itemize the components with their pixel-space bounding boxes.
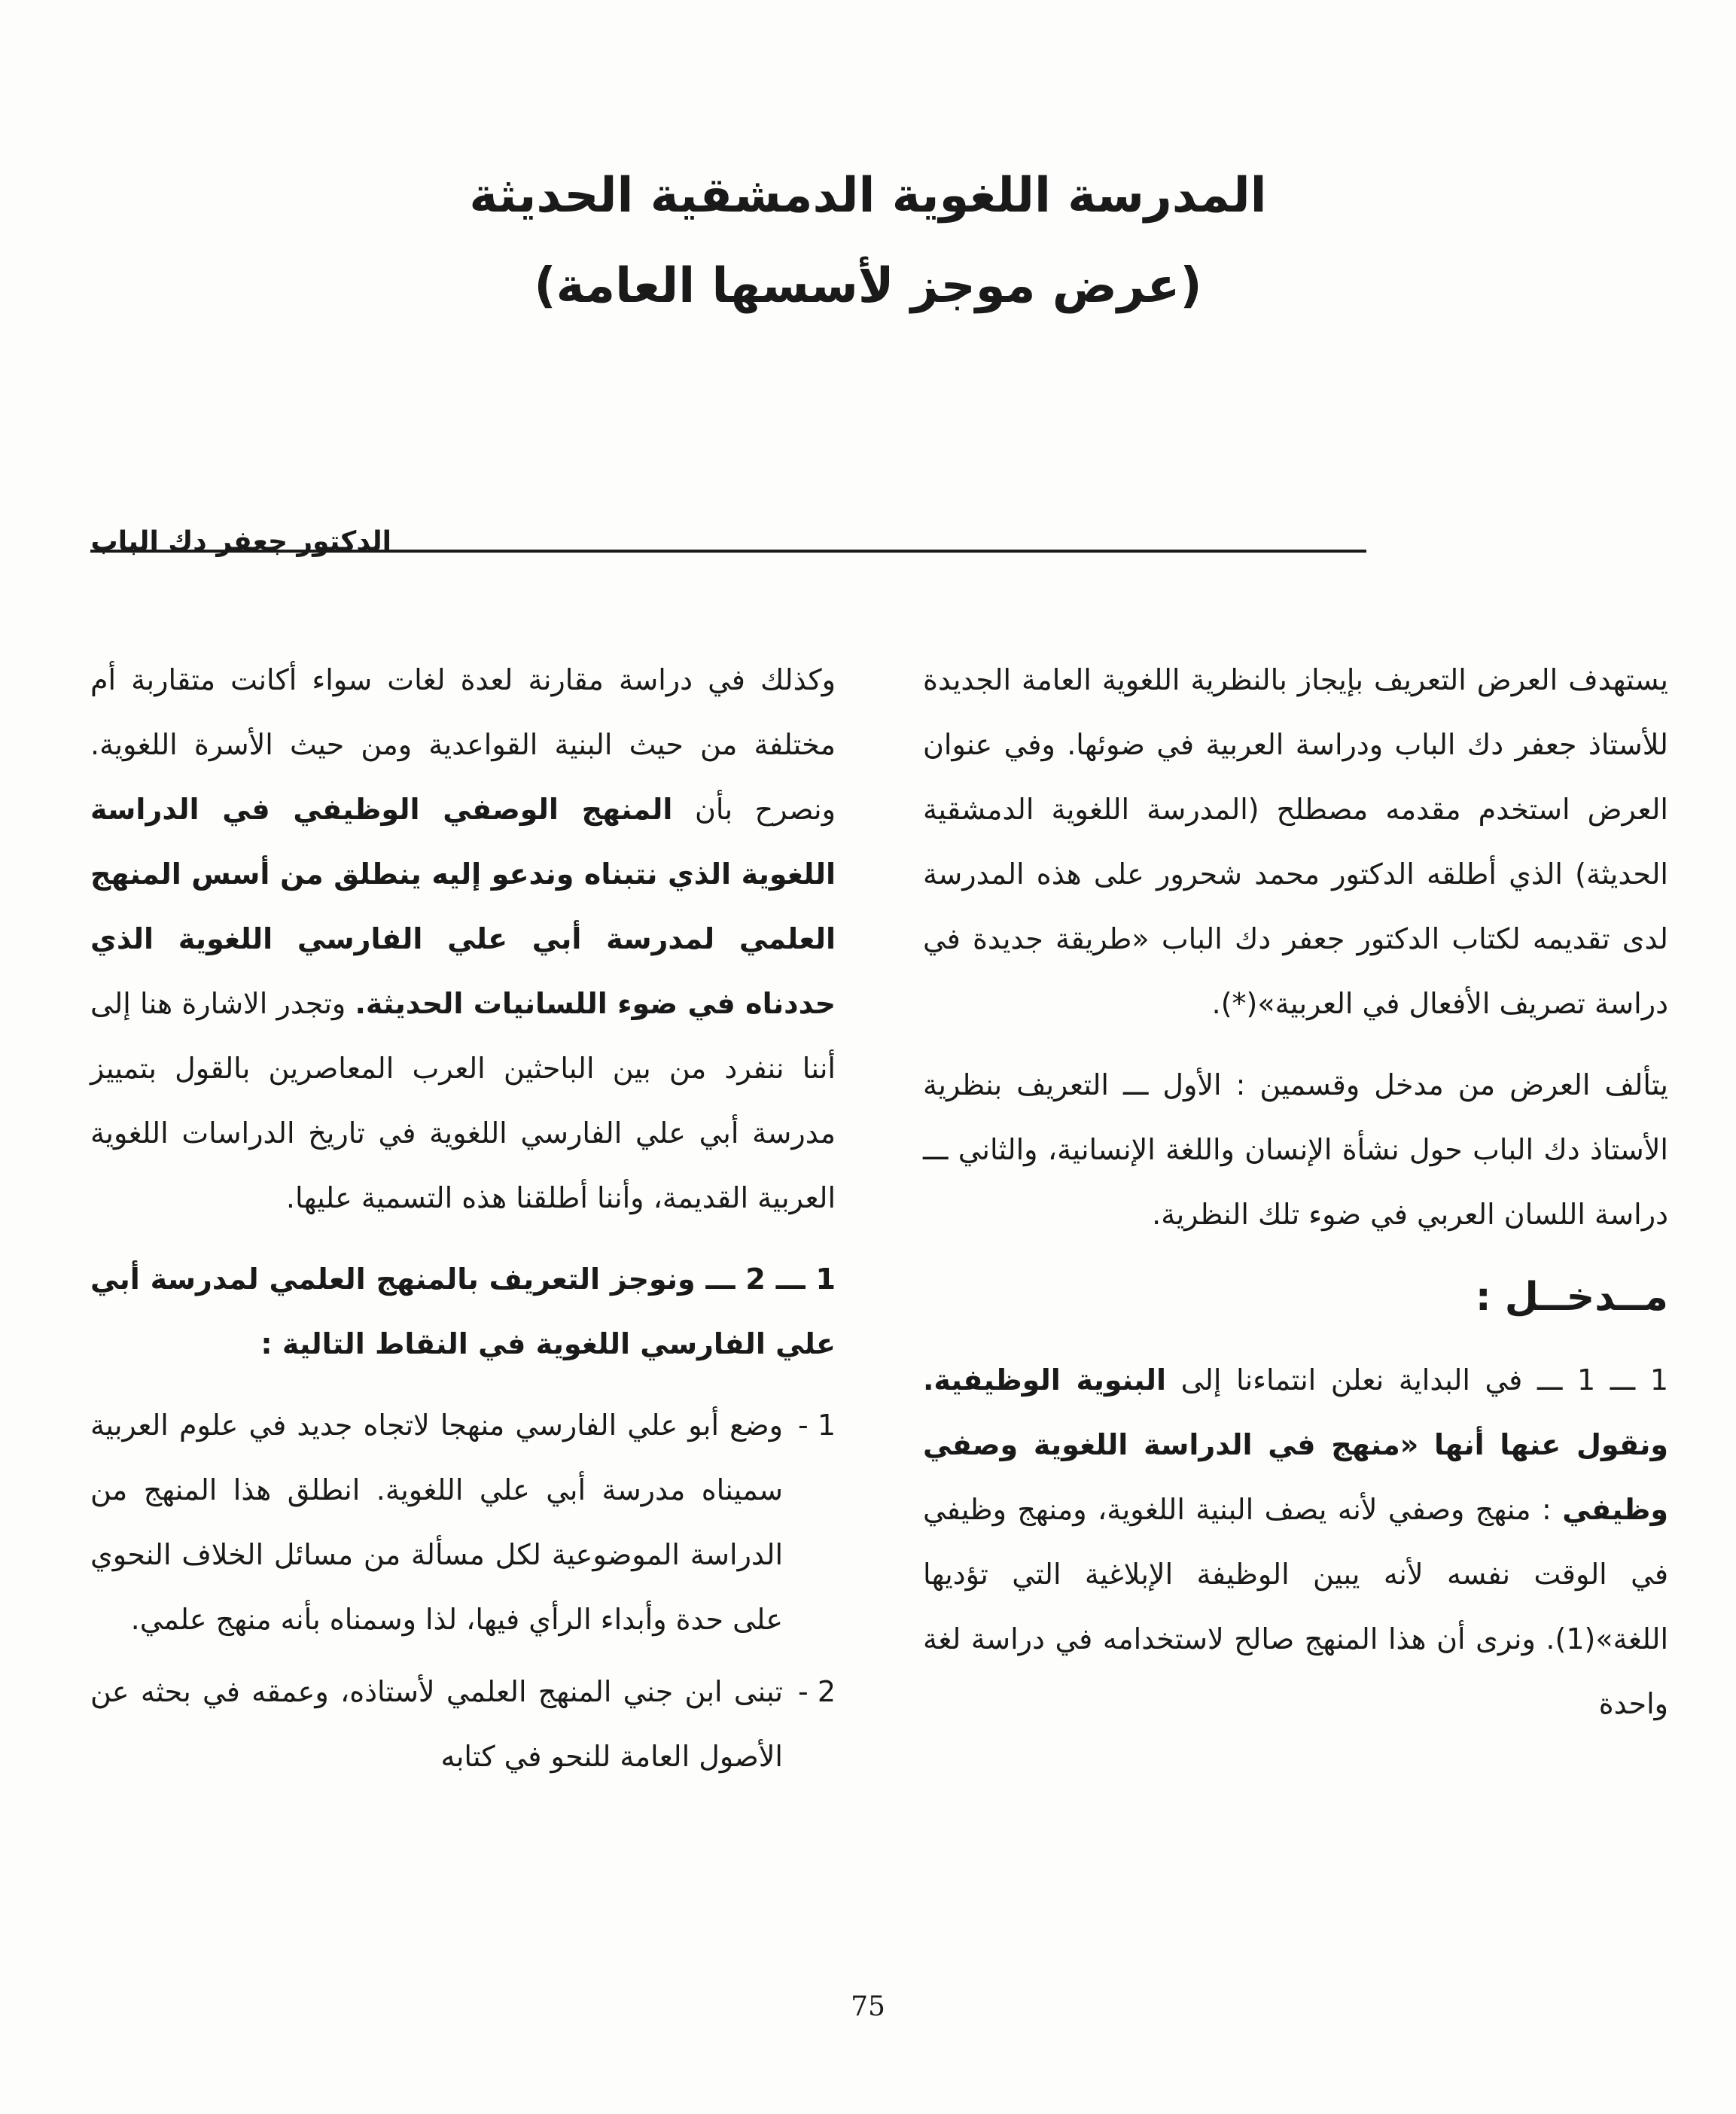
author-row xyxy=(90,519,1671,572)
list-item-number: 2 - xyxy=(798,1675,836,1708)
page-number: 75 xyxy=(851,1991,885,2022)
paragraph: يستهدف العرض التعريف بإيجاز بالنظرية اللغوية العامة الجديدة للأستاذ جعفر دك الباب ودراسة العربية في ضوئها. وفي عنوان العرض استخدم مقدمه مصطلح (المدرسة اللغوية الدمشقية الحديثة) الذي أطلقه الدكتور محمد شحرور على هذه المدرسة لدى تقديمه لكتاب الدكتور جعفر دك الباب «طريقة جديدة في دراسة تصريف الأفعال في العربية»(*). xyxy=(923,663,1668,1020)
section-heading: مــدخــل : xyxy=(1475,1275,1668,1320)
list-item-number: 1 - xyxy=(798,1409,836,1442)
paragraph-text: وكذلك في دراسة مقارنة لعدة لغات سواء أكانت متقاربة أم مختلفة من حيث البنية القواعدية ومن حيث الأسرة اللغوية. ونصرح بأن xyxy=(90,663,836,826)
list-item xyxy=(90,1659,836,1789)
paragraph-text: وتجدر الاشارة هنا إلى أننا ننفرد من بين الباحثين العرب المعاصرين بالقول بتمييز مدرسة أبي علي الفارسي اللغوية في تاريخ الدراسات اللغوية العربية القديمة، وأننا أطلقنا هذه التسمية عليها. xyxy=(90,987,836,1214)
right-column xyxy=(923,647,1668,1753)
list-item-text: وضع أبو علي الفارسي منهجا لاتجاه جديد في علوم العربية سميناه مدرسة أبي علي اللغوية. انطلق هذا المنهج من الدراسة الموضوعية لكل مسألة من مسائل الخلاف النحوي على حدة وأبداء الرأي فيها، لذا وسمناه بأنه منهج علمي. xyxy=(90,1409,783,1636)
article-title xyxy=(0,151,1736,331)
paragraph-bold: المنهج الوصفي الوظيفي في الدراسة اللغوية الذي نتبناه وندعو إليه ينطلق من أسس المنهج العلمي لمدرسة أبي علي الفارسي اللغوية الذي حددناه في ضوء اللسانيات الحديثة. xyxy=(90,793,836,1020)
paragraph: يتألف العرض من مدخل وقسمين : الأول ـــ التعريف بنظرية الأستاذ دك الباب حول نشأة الإنسان واللغة الإنسانية، والثاني ـــ دراسة اللسان العربي في ضوء تلك النظرية. xyxy=(923,1068,1668,1231)
list-item xyxy=(90,1393,836,1652)
title-line-2: (عرض موجز لأسسها العامة) xyxy=(534,258,1202,314)
author-divider xyxy=(90,550,1366,553)
left-column xyxy=(90,647,836,1796)
paragraph-bold: البنوية الوظيفية. ونقول عنها أنها «منهج في الدراسة اللغوية وصفي وظيفي xyxy=(923,1363,1668,1526)
author-name: الدكتور جعفر دك الباب xyxy=(90,526,391,557)
list-item-text: تبنى ابن جني المنهج العلمي لأستاذه، وعمقه في بحثه عن الأصول العامة للنحو في كتابه xyxy=(90,1675,783,1773)
paragraph xyxy=(923,1348,1668,1736)
paragraph-lead: 1 ـــ 1 ـــ في البداية نعلن انتماءنا إلى xyxy=(1180,1363,1668,1397)
paragraph xyxy=(90,647,836,1230)
title-line-1: المدرسة اللغوية الدمشقية الحديثة xyxy=(469,168,1267,224)
paragraph-rest: : منهج وصفي لأنه يصف البنية اللغوية، ومنهج وظيفي في الوقت نفسه لأنه يبين الوظيفة الإبلاغية التي تؤديها اللغة»(1). ونرى أن هذا المنهج صالح لاستخدامه في دراسة لغة واحدة xyxy=(923,1493,1668,1720)
paragraph-bold: 1 ـــ 2 ـــ ونوجز التعريف بالمنهج العلمي لمدرسة أبي علي الفارسي اللغوية في النقاط التالية : xyxy=(90,1263,836,1360)
